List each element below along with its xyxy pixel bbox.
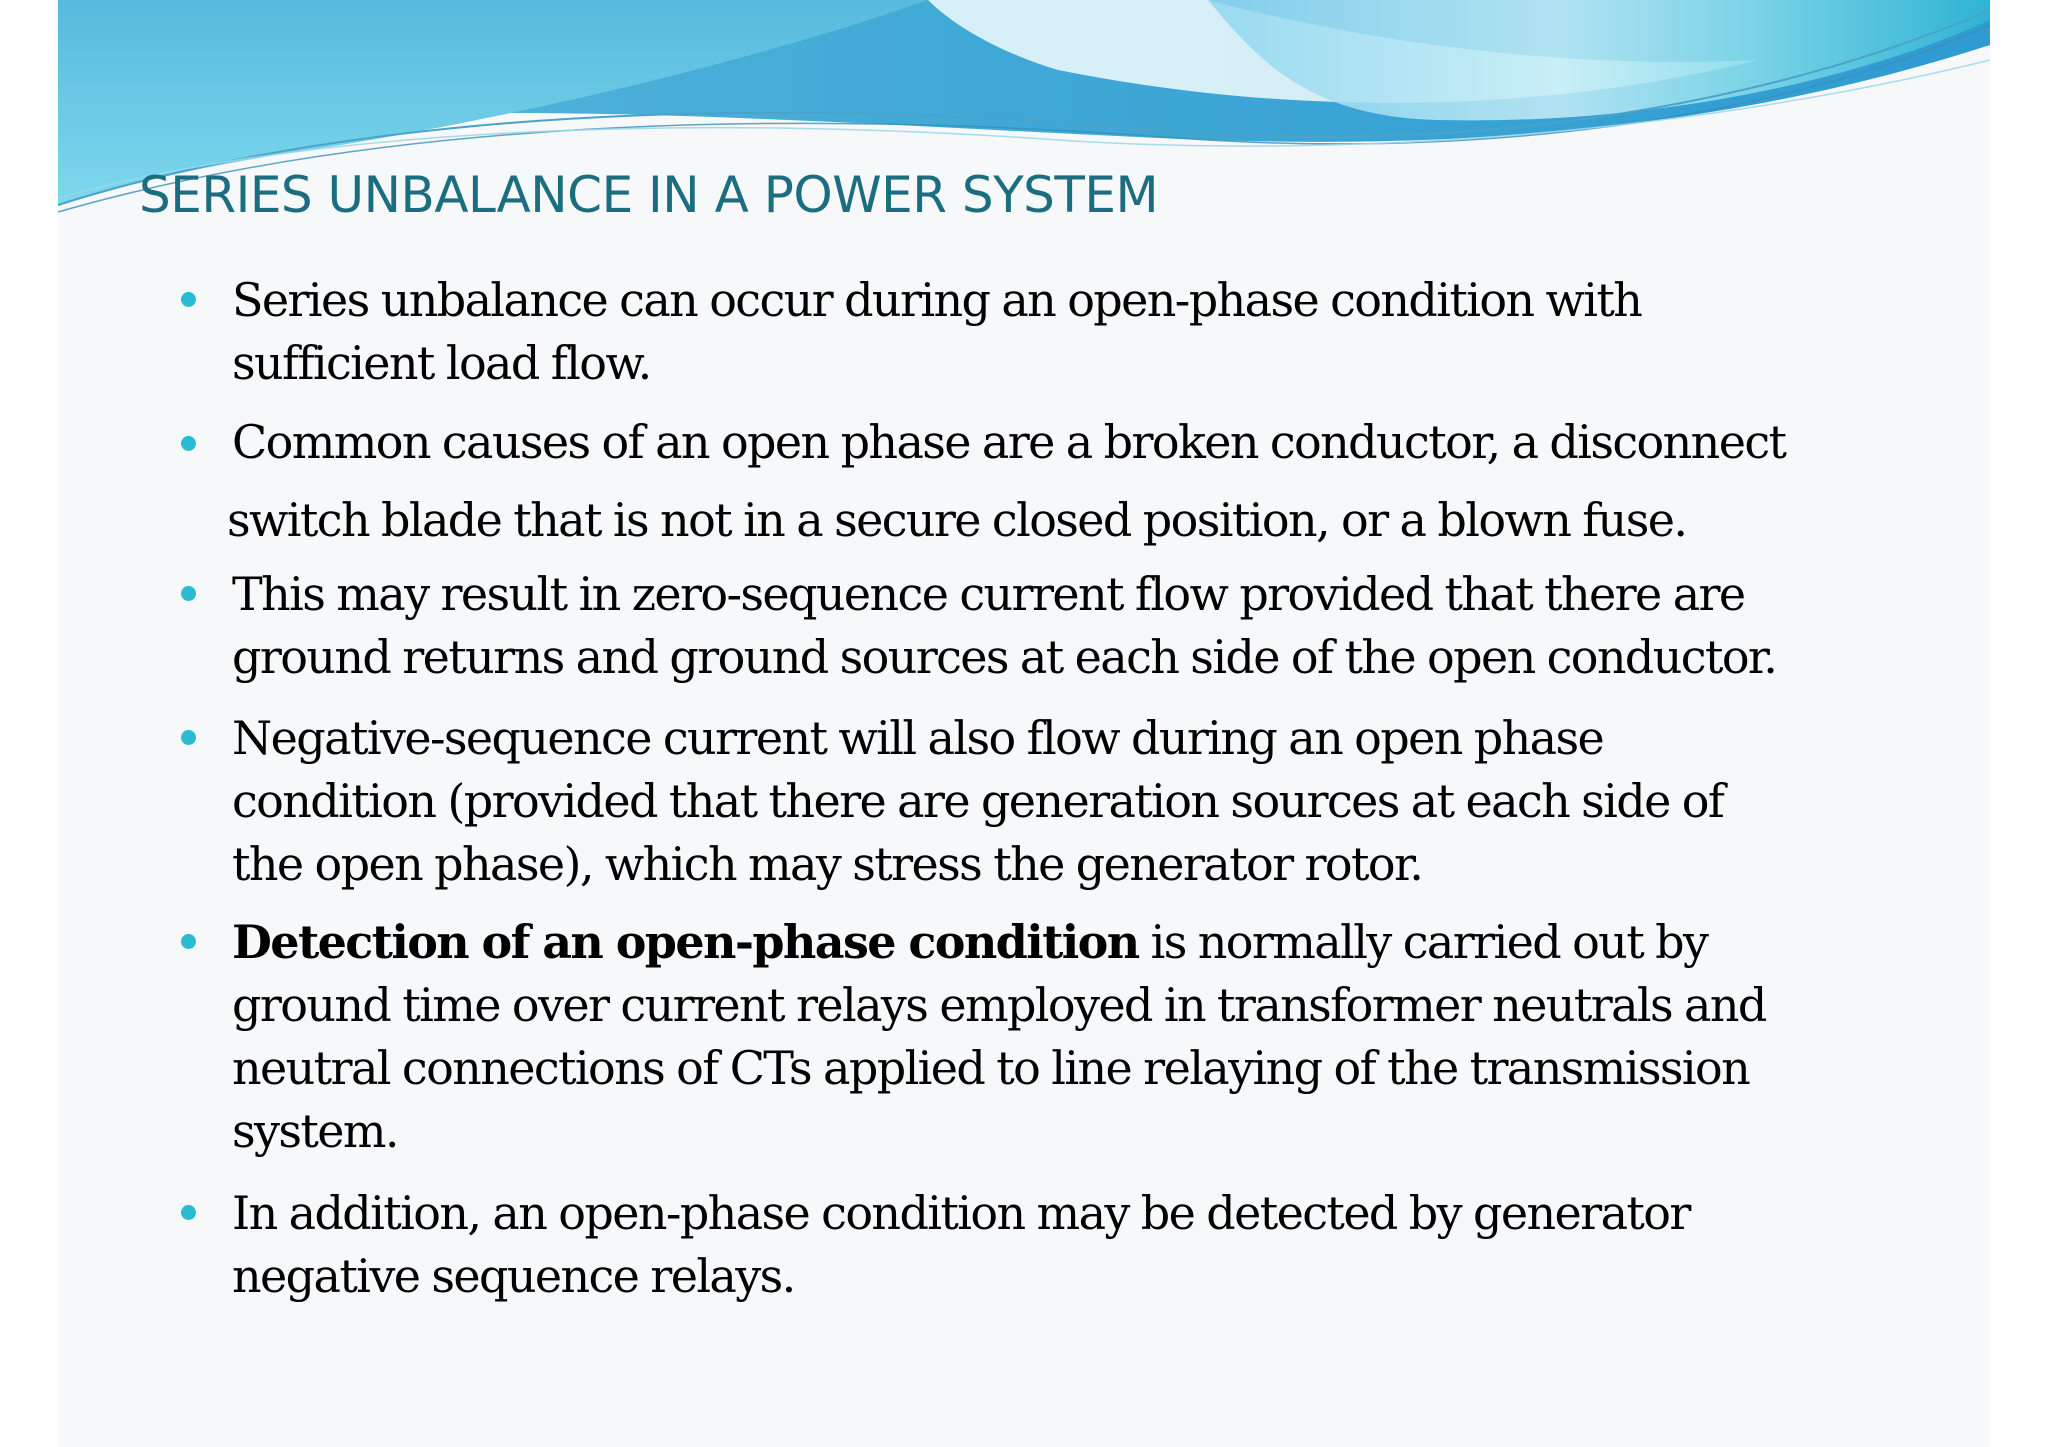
bullet-list xyxy=(58,0,1990,1447)
bullet-text-line xyxy=(232,912,1707,972)
bullet-dot-icon xyxy=(181,436,196,451)
slide-title: SERIES UNBALANCE IN A POWER SYSTEM xyxy=(139,166,1159,224)
bullet-text-line: This may result in zero-sequence current flow provided that there are xyxy=(232,567,1745,621)
bullet-dot-icon xyxy=(181,934,196,949)
bullet-text-rest: is normally carried out by xyxy=(1138,915,1708,969)
bullet-text-line: Series unbalance can occur during an open-phase condition with xyxy=(232,273,1642,327)
bullet-dot-icon xyxy=(181,1205,196,1220)
bullet-text-line: condition (provided that there are generation sources at each side of xyxy=(232,774,1724,828)
bullet-dot-icon xyxy=(181,730,196,745)
bullet-text-line: the open phase), which may stress the generator rotor. xyxy=(232,837,1423,891)
bullet-dot-icon xyxy=(181,586,196,601)
bold-emphasis: Detection of an open-phase condition xyxy=(232,915,1139,969)
bullet-text-line: ground returns and ground sources at each side of the open conductor. xyxy=(232,630,1777,684)
slide xyxy=(58,0,1990,1447)
bullet-text-line: sufficient load flow. xyxy=(232,336,651,390)
bullet-text-line: In addition, an open-phase condition may be detected by generator xyxy=(232,1186,1690,1240)
bullet-text-line: ground time over current relays employed in transformer neutrals and xyxy=(232,978,1766,1032)
bullet-text-line: system. xyxy=(232,1104,398,1158)
bullet-dot-icon xyxy=(181,292,196,307)
bullet-text-line: Common causes of an open phase are a broken conductor, a disconnect xyxy=(232,415,1786,469)
bullet-text-line: Negative-sequence current will also flow during an open phase xyxy=(232,711,1604,765)
bullet-text-line: negative sequence relays. xyxy=(232,1249,795,1303)
bullet-text-line: switch blade that is not in a secure closed position, or a blown fuse. xyxy=(227,493,1687,547)
bullet-text-line: neutral connections of CTs applied to line relaying of the transmission xyxy=(232,1041,1750,1095)
